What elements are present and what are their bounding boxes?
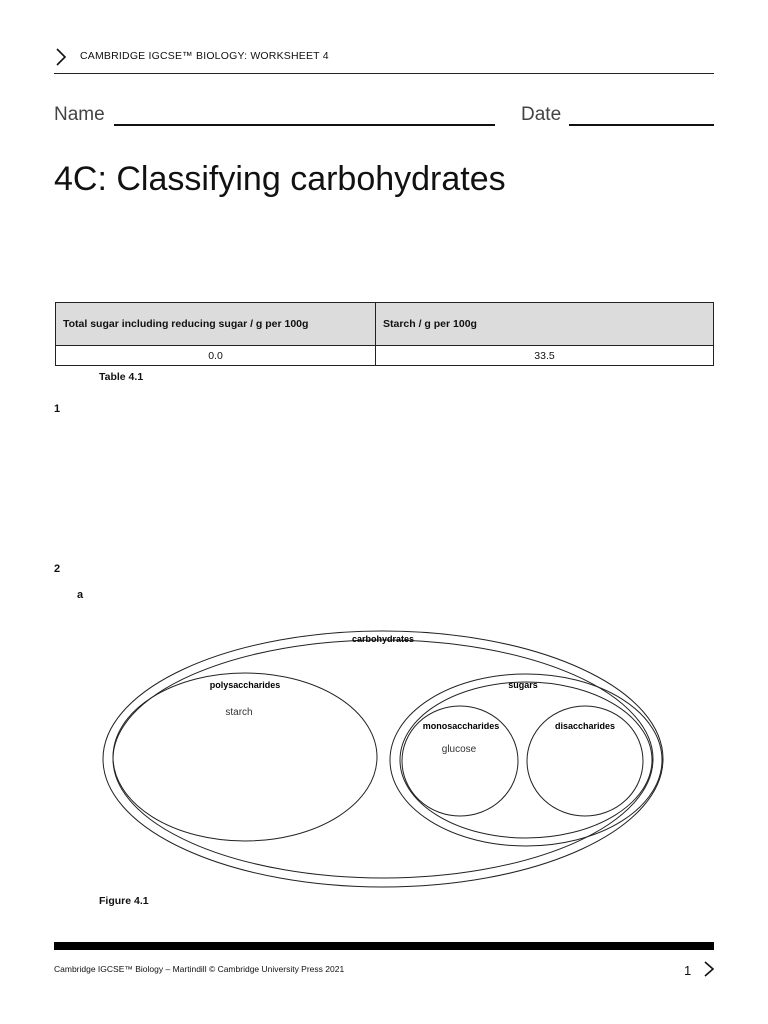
running-header: CAMBRIDGE IGCSE™ BIOLOGY: WORKSHEET 4 [80, 50, 329, 62]
table-caption: Table 4.1 [99, 371, 144, 383]
polysaccharides-ellipse [113, 673, 377, 841]
nutrition-table [55, 302, 714, 366]
date-field-line[interactable] [569, 124, 714, 126]
page-number: 1 [684, 963, 692, 978]
table-header-row [56, 303, 714, 346]
table-row [56, 346, 714, 366]
carbohydrate-venn-diagram [0, 600, 768, 890]
footer-bar [54, 942, 714, 950]
question-number: 2 [54, 563, 61, 575]
table-cell: 0.0 [56, 346, 376, 366]
question-number: 1 [54, 403, 61, 415]
figure-caption: Figure 4.1 [99, 895, 149, 907]
sugars-inner-ellipse [400, 682, 652, 838]
table-cell: 33.5 [376, 346, 714, 366]
date-label: Date [521, 104, 562, 125]
carbohydrates-inner-ellipse [113, 640, 653, 878]
chevron-right-icon [54, 47, 68, 67]
header-divider [54, 73, 714, 74]
table-header-cell: Starch / g per 100g [376, 303, 714, 346]
footer-credit: Cambridge IGCSE™ Biology – Martindill © Cambridge University Press 2021 [54, 964, 345, 974]
sugars-label: sugars [508, 680, 538, 690]
starch-entry: starch [225, 707, 253, 718]
polysaccharides-label: polysaccharides [209, 680, 281, 690]
name-field-line[interactable] [114, 124, 495, 126]
next-page-chevron-icon[interactable] [703, 959, 715, 979]
disaccharides-label: disaccharides [554, 721, 616, 731]
table-header-cell: Total sugar including reducing sugar / g per 100g [56, 303, 376, 346]
page-title: 4C: Classifying carbohydrates [54, 160, 506, 198]
question-part-label: a [77, 589, 84, 601]
monosaccharides-label: monosaccharides [422, 721, 500, 731]
carbohydrates-label: carbohydrates [351, 634, 415, 644]
sugars-outer-ellipse [390, 674, 662, 846]
name-label: Name [54, 104, 105, 125]
carbohydrates-outer-ellipse [103, 631, 663, 887]
glucose-entry: glucose [441, 744, 477, 755]
